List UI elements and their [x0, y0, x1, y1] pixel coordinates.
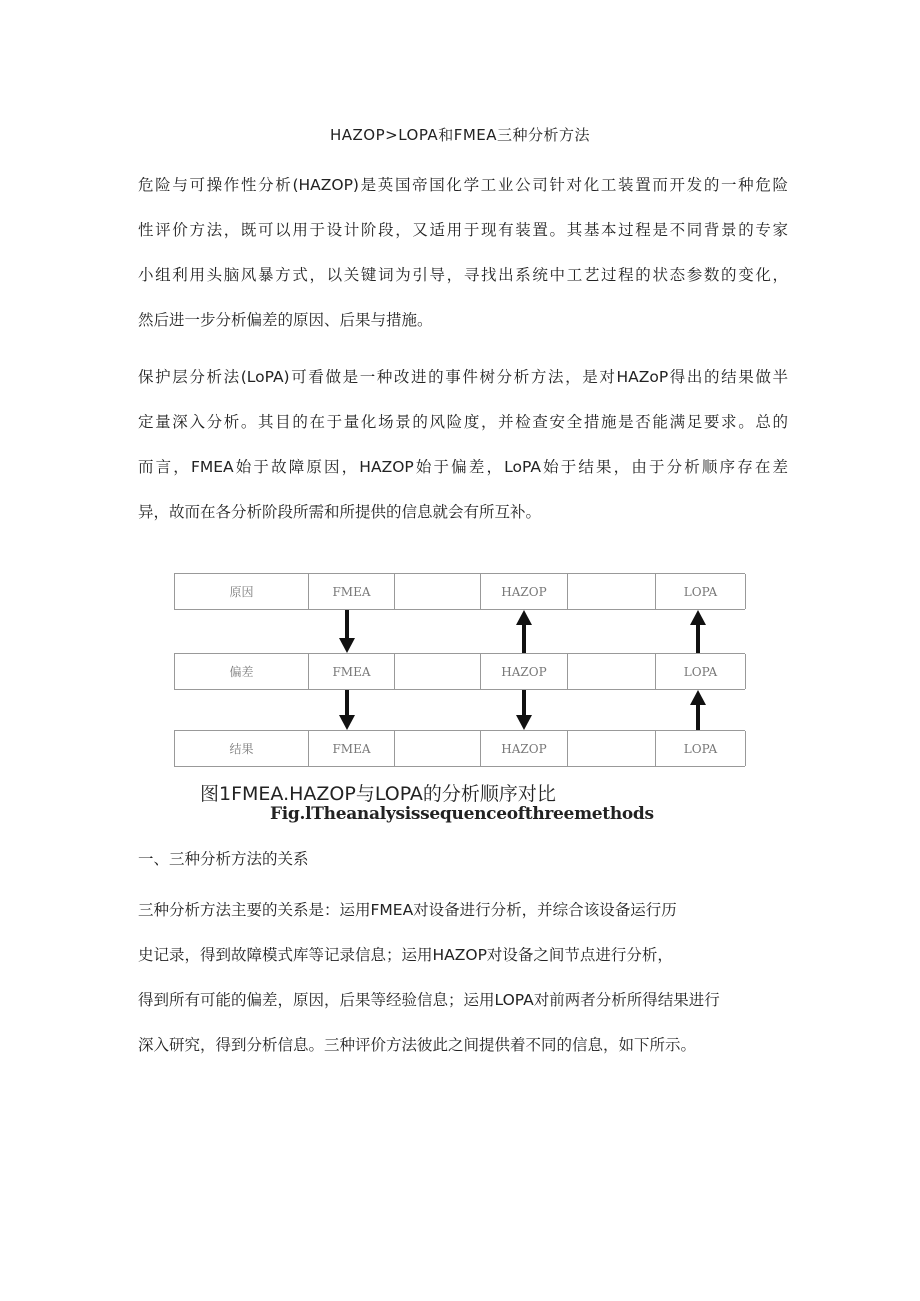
- text-line: 保护层分析法(LoPA)可看做是一种改进的事件树分析方法，是对HAZoP得出的结果做半: [138, 368, 788, 386]
- arrow-up-icon: [690, 690, 706, 730]
- text-line: 深入研究，得到分析信息。三种评价方法彼此之间提供着不同的信息，如下所示。: [138, 1036, 697, 1054]
- text-line: 小组利用头脑风暴方式，以关键词为引导，寻找出系统中工艺过程的状态参数的变化，: [138, 266, 788, 284]
- paragraph-lopa-intro: [138, 355, 788, 535]
- figure-row-deviation: [174, 653, 745, 690]
- paragraph-relationship: [138, 888, 758, 1068]
- arrow-up-icon: [690, 610, 706, 653]
- text-line: 三种分析方法主要的关系是：运用FMEA对设备进行分析，并综合该设备运行历: [138, 901, 677, 919]
- text-line: 然后进一步分析偏差的原因、后果与措施。: [138, 311, 433, 329]
- analysis-sequence-figure: [174, 573, 745, 769]
- figure-row-consequence: [174, 730, 745, 767]
- empty-cell: [568, 654, 656, 689]
- fmea-cell: FMEA: [309, 731, 395, 766]
- arrow-down-icon: [339, 610, 355, 653]
- row-label: 结果: [175, 731, 309, 766]
- hazop-cell: HAZOP: [481, 574, 568, 609]
- section-heading: 一、三种分析方法的关系: [138, 850, 309, 868]
- empty-cell: [395, 654, 481, 689]
- row-label: 偏差: [175, 654, 309, 689]
- figure-row-cause: [174, 573, 745, 610]
- hazop-cell: HAZOP: [481, 654, 568, 689]
- lopa-cell: LOPA: [656, 731, 746, 766]
- arrow-down-icon: [516, 690, 532, 730]
- fmea-cell: FMEA: [309, 574, 395, 609]
- empty-cell: [568, 574, 656, 609]
- lopa-cell: LOPA: [656, 654, 746, 689]
- text-line: 性评价方法，既可以用于设计阶段，又适用于现有装置。其基本过程是不同背景的专家: [138, 221, 788, 239]
- text-line: 史记录，得到故障模式库等记录信息；运用HAZOP对设备之间节点进行分析，: [138, 946, 673, 964]
- paragraph-hazop-intro: [138, 163, 788, 343]
- figure-caption-cn: 图1FMEA.HAZOP与LOPA的分析顺序对比: [200, 783, 556, 805]
- row-label: 原因: [175, 574, 309, 609]
- arrow-up-icon: [516, 610, 532, 653]
- document-title: HAZOP>LOPA和FMEA三种分析方法: [329, 126, 591, 144]
- arrow-down-icon: [339, 690, 355, 730]
- fmea-cell: FMEA: [309, 654, 395, 689]
- empty-cell: [568, 731, 656, 766]
- figure-caption-en: Fig.lTheanalysissequenceofthreemethods: [270, 804, 654, 824]
- empty-cell: [395, 731, 481, 766]
- text-line: 定量深入分析。其目的在于量化场景的风险度，并检查安全措施是否能满足要求。总的: [138, 413, 788, 431]
- empty-cell: [395, 574, 481, 609]
- hazop-cell: HAZOP: [481, 731, 568, 766]
- text-line: 危险与可操作性分析(HAZOP)是英国帝国化学工业公司针对化工装置而开发的一种危险: [138, 176, 788, 194]
- text-line: 异，故而在各分析阶段所需和所提供的信息就会有所互补。: [138, 503, 542, 521]
- text-line: 得到所有可能的偏差，原因，后果等经验信息；运用LOPA对前两者分析所得结果进行: [138, 991, 720, 1009]
- text-line: 而言，FMEA始于故障原因，HAZOP始于偏差，LoPA始于结果，由于分析顺序存在差: [138, 458, 788, 476]
- lopa-cell: LOPA: [656, 574, 746, 609]
